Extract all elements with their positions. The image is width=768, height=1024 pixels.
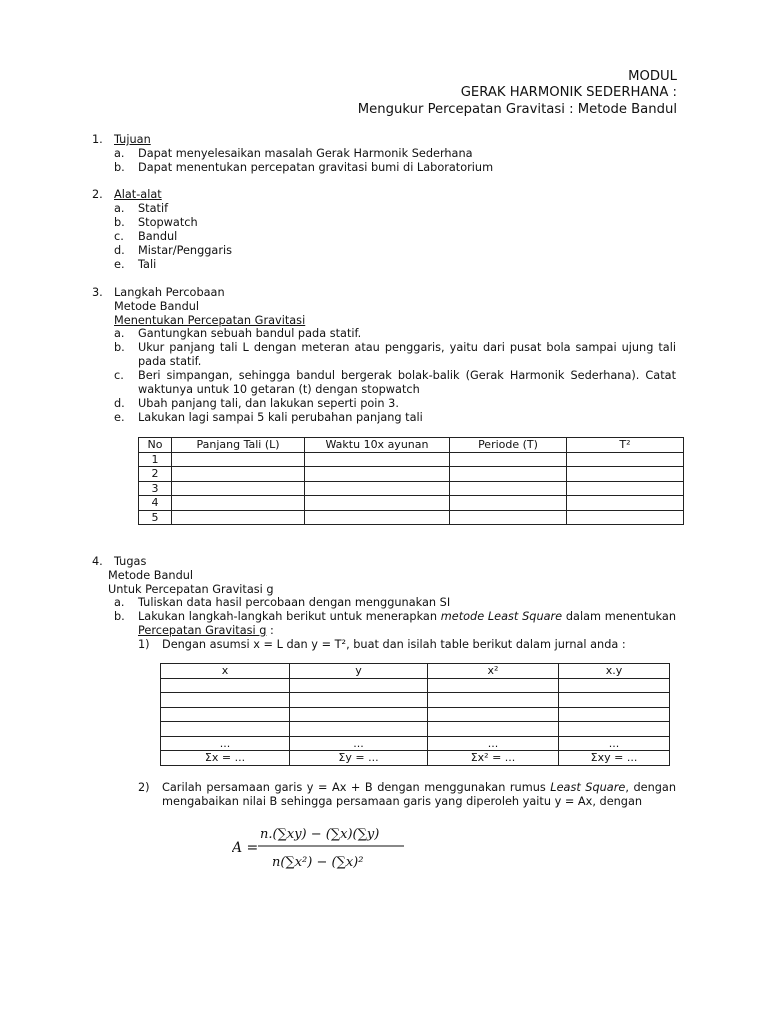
text-run: , dengan mengabaikan nilai B sehingga persamaan garis yang diperoleh yaitu y = Ax, dengan <box>162 781 676 808</box>
text-emphasis: Least Square <box>550 781 626 794</box>
section-title: Langkah Percobaan <box>114 286 225 299</box>
data-table-least-square <box>160 663 670 766</box>
section-number: 4. <box>92 555 103 568</box>
table-cell: Σx² = ... <box>428 751 559 766</box>
table-cell: 5 <box>139 510 172 525</box>
table-header: x.y <box>559 664 670 679</box>
list-item-persamaan <box>162 781 676 809</box>
table-cell <box>172 452 305 467</box>
table-cell: 4 <box>139 496 172 511</box>
table-cell <box>559 693 670 708</box>
table-cell <box>161 678 290 693</box>
table-header: Waktu 10x ayunan <box>305 438 450 453</box>
section-subtitle: Metode Bandul <box>114 300 200 313</box>
list-item: Lakukan lagi sampai 5 kali perubahan panjang tali <box>138 411 423 424</box>
table-row <box>161 736 670 751</box>
list-marker: b. <box>114 610 125 623</box>
table-cell <box>450 452 567 467</box>
table-row <box>161 707 670 722</box>
table-cell <box>161 707 290 722</box>
list-marker: a. <box>114 327 125 340</box>
list-marker: b. <box>114 161 125 174</box>
table-cell <box>305 481 450 496</box>
text-underline: Percepatan Gravitasi g <box>138 624 267 637</box>
table-cell <box>567 452 684 467</box>
list-marker: e. <box>114 411 125 424</box>
table-cell: 2 <box>139 467 172 482</box>
text-run: dalam menentukan <box>562 610 676 623</box>
table-cell <box>305 510 450 525</box>
table-row <box>161 693 670 708</box>
table-cell <box>559 678 670 693</box>
table-cell <box>305 467 450 482</box>
table-cell <box>428 693 559 708</box>
table-cell: ... <box>559 736 670 751</box>
list-marker: a. <box>114 596 125 609</box>
table-cell <box>290 707 428 722</box>
table-row <box>161 678 670 693</box>
table-cell <box>567 496 684 511</box>
list-item: Ubah panjang tali, dan lakukan seperti poin 3. <box>138 397 399 410</box>
table-cell <box>567 467 684 482</box>
svg-text:A =: A = <box>232 840 259 856</box>
list-marker: e. <box>114 258 125 271</box>
table-cell: Σxy = ... <box>559 751 670 766</box>
header-title: GERAK HARMONIK SEDERHANA : <box>460 85 677 100</box>
table-cell: 1 <box>139 452 172 467</box>
list-marker: d. <box>114 244 125 257</box>
list-item: Dengan asumsi x = L dan y = T², buat dan isilah table berikut dalam jurnal anda : <box>162 638 626 651</box>
list-marker: b. <box>114 341 125 354</box>
list-item: Tuliskan data hasil percobaan dengan menggunakan SI <box>138 596 451 609</box>
data-table-percobaan <box>138 437 684 525</box>
list-marker: c. <box>114 369 124 382</box>
text-run: : <box>266 624 274 637</box>
list-item: Bandul <box>138 230 178 243</box>
table-header-row <box>161 664 670 679</box>
table-cell <box>172 481 305 496</box>
section-number: 2. <box>92 188 103 201</box>
list-item: Dapat menentukan percepatan gravitasi bumi di Laboratorium <box>138 161 494 174</box>
list-item: Stopwatch <box>138 216 198 229</box>
table-cell <box>161 693 290 708</box>
table-cell <box>290 722 428 737</box>
table-header: y <box>290 664 428 679</box>
table-cell <box>450 496 567 511</box>
list-item: Ukur panjang tali L dengan meteran atau penggaris, yaitu dari pusat bola sampai ujung tali pada statif. <box>138 341 676 368</box>
list-marker: d. <box>114 397 125 410</box>
section-subtitle: Untuk Percepatan Gravitasi g <box>108 583 274 596</box>
list-item: Mistar/Penggaris <box>138 244 233 257</box>
table-cell <box>450 481 567 496</box>
text-run: Lakukan langkah-langkah berikut untuk menerapkan <box>138 610 441 623</box>
table-cell: Σy = ... <box>290 751 428 766</box>
table-header: x <box>161 664 290 679</box>
table-cell <box>450 467 567 482</box>
table-row <box>139 467 684 482</box>
table-cell <box>172 510 305 525</box>
table-row <box>139 452 684 467</box>
table-cell <box>428 678 559 693</box>
table-cell: ... <box>290 736 428 751</box>
list-marker: 2) <box>138 781 150 794</box>
section-title: Alat-alat <box>114 188 162 201</box>
section-number: 1. <box>92 133 103 146</box>
list-marker: a. <box>114 147 125 160</box>
text-emphasis: metode Least Square <box>440 610 563 623</box>
table-cell <box>290 693 428 708</box>
header-subtitle: Mengukur Percepatan Gravitasi : Metode Bandul <box>357 102 677 117</box>
table-cell <box>161 722 290 737</box>
svg-text:n.(∑xy) − (∑x)(∑y): n.(∑xy) − (∑x)(∑y) <box>260 827 380 842</box>
table-cell <box>559 707 670 722</box>
table-sum-row <box>161 751 670 766</box>
section-title: Tugas <box>114 555 147 568</box>
section-title: Tujuan <box>114 133 151 146</box>
list-marker: c. <box>114 230 124 243</box>
table-header: No <box>139 438 172 453</box>
table-cell <box>450 510 567 525</box>
list-item: Beri simpangan, sehingga bandul bergerak bolak-balik (Gerak Harmonik Sederhana). Catat waktunya untuk 10 getaran (t) dengan stopwatch <box>138 369 676 396</box>
table-row <box>139 481 684 496</box>
table-cell <box>567 510 684 525</box>
table-cell <box>172 496 305 511</box>
text-run: Carilah persamaan garis y = Ax + B dengan menggunakan rumus <box>162 781 551 794</box>
table-cell <box>290 678 428 693</box>
table-cell <box>305 452 450 467</box>
svg-text:n(∑x²) − (∑x)²: n(∑x²) − (∑x)² <box>272 855 364 870</box>
list-item: Gantungkan sebuah bandul pada statif. <box>138 327 362 340</box>
table-cell <box>559 722 670 737</box>
table-cell <box>428 707 559 722</box>
list-item-least-square <box>138 610 676 638</box>
list-marker: a. <box>114 202 125 215</box>
table-cell: 3 <box>139 481 172 496</box>
table-cell: ... <box>428 736 559 751</box>
table-header-row <box>139 438 684 453</box>
table-header: Panjang Tali (L) <box>172 438 305 453</box>
section-subtitle: Menentukan Percepatan Gravitasi <box>114 314 306 327</box>
list-marker: b. <box>114 216 125 229</box>
table-cell <box>305 496 450 511</box>
list-item: Tali <box>138 258 157 271</box>
table-cell: ... <box>161 736 290 751</box>
list-item: Statif <box>138 202 169 215</box>
table-header: T² <box>567 438 684 453</box>
table-cell <box>172 467 305 482</box>
table-header: x² <box>428 664 559 679</box>
table-cell: Σx = ... <box>161 751 290 766</box>
section-number: 3. <box>92 286 103 299</box>
list-marker: 1) <box>138 638 150 651</box>
list-item: Dapat menyelesaikan masalah Gerak Harmonik Sederhana <box>138 147 473 160</box>
table-cell <box>567 481 684 496</box>
table-row <box>139 496 684 511</box>
table-header: Periode (T) <box>450 438 567 453</box>
table-cell <box>428 722 559 737</box>
table-row <box>161 722 670 737</box>
section-subtitle: Metode Bandul <box>108 569 194 582</box>
header-modul: MODUL <box>628 69 677 84</box>
least-square-formula <box>232 818 412 874</box>
table-row <box>139 510 684 525</box>
